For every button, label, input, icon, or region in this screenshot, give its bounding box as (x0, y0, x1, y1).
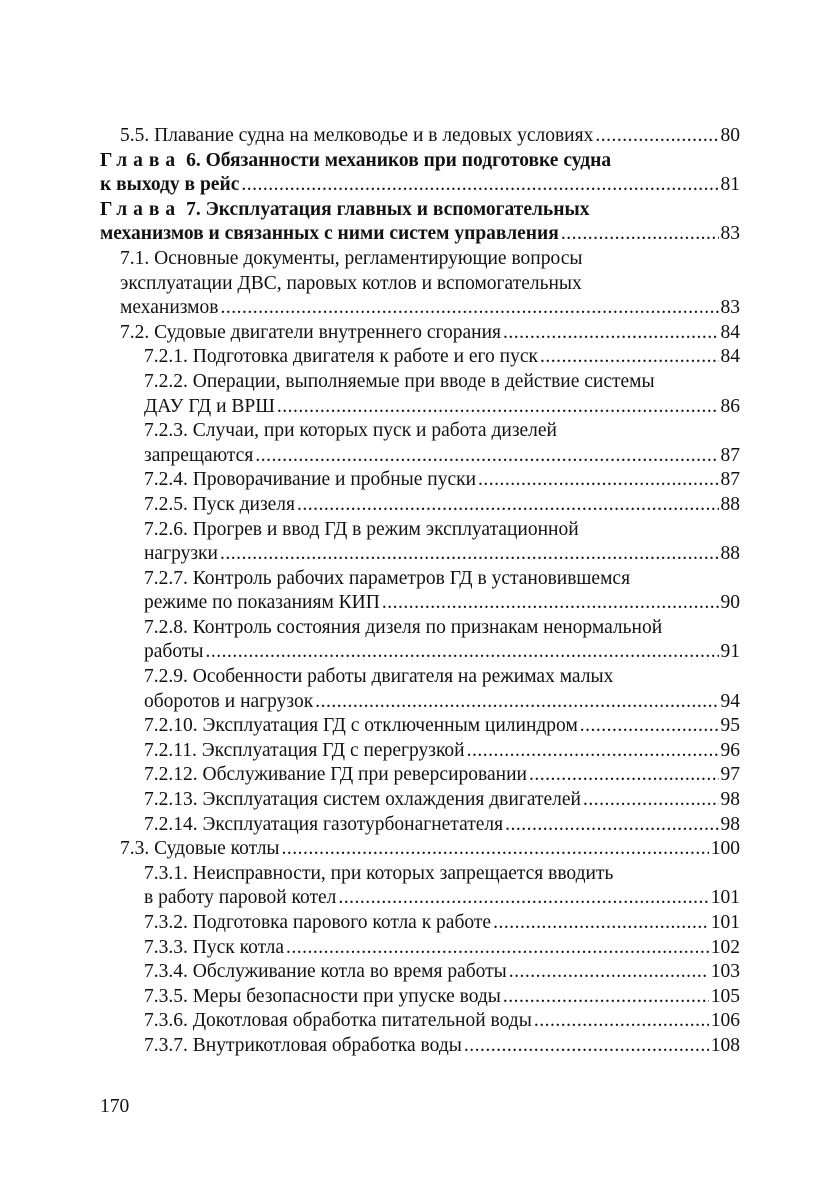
dot-leader (338, 886, 708, 911)
toc-entry-title: механизмов (120, 297, 219, 319)
toc-entry-last-line (100, 222, 740, 247)
toc-page-number: 87 (720, 444, 740, 466)
dot-leader (220, 296, 718, 321)
dot-leader (467, 739, 719, 764)
toc-entry (100, 714, 740, 739)
toc-entry-title: 7.3.3. Пуск котла (144, 936, 284, 958)
dot-leader (241, 173, 718, 198)
dot-leader (580, 714, 719, 739)
toc-entry (100, 763, 740, 788)
toc-page-number: 81 (720, 174, 740, 196)
toc-entry-title: ДАУ ГД и ВРШ (144, 395, 275, 417)
toc-entry (100, 518, 740, 567)
toc-entry-line (144, 518, 740, 543)
toc-entry-text: эксплуатации ДВС, паровых котлов и вспомогательных (120, 272, 582, 294)
dot-leader (297, 493, 718, 518)
toc-entry-title: 7.3.5. Меры безопасности при упуске воды (144, 985, 501, 1007)
dot-leader (315, 690, 718, 715)
toc-page-number: 88 (720, 493, 740, 515)
toc-entry-line (144, 862, 740, 887)
dot-leader (540, 345, 719, 370)
toc-entry (100, 321, 740, 346)
toc-entry-text: 7.2.7. Контроль рабочих параметров ГД в установившемся (144, 567, 631, 589)
dot-leader (503, 321, 719, 346)
dot-leader (509, 960, 709, 985)
toc-entry (100, 247, 740, 321)
dot-leader (220, 542, 719, 567)
toc-entry-last-line (144, 444, 740, 469)
toc-entry-text: 7.2.8. Контроль состояния дизеля по признакам ненормальной (144, 616, 663, 638)
toc-entry-line (144, 665, 740, 690)
toc-entry (100, 124, 740, 149)
toc-entry-last-line (144, 468, 740, 493)
toc-entry-last-line (144, 763, 740, 788)
dot-leader (277, 395, 719, 420)
toc-page-number: 100 (710, 838, 740, 860)
toc-entry-title: 7.3.7. Внутрикотловая обработка воды (144, 1034, 462, 1056)
toc-entry-last-line (144, 690, 740, 715)
toc-entry-last-line (144, 960, 740, 985)
chapter-prefix: Глава (100, 149, 182, 171)
toc-entry-line (144, 567, 740, 592)
toc-entry-last-line (144, 985, 740, 1010)
toc-entry-title: 7.2.12. Обслуживание ГД при реверсировании (144, 764, 527, 786)
toc-entry (100, 493, 740, 518)
toc-entry-text: 7.1. Основные документы, регламентирующие вопросы (120, 247, 583, 269)
toc-entry-last-line (100, 173, 740, 198)
toc-page-number: 98 (720, 813, 740, 835)
toc-page-number: 97 (720, 764, 740, 786)
dot-leader (561, 222, 719, 247)
toc-entry-last-line (144, 493, 740, 518)
toc-entry-title: оборотов и нагрузок (144, 690, 314, 712)
toc-entry-line (144, 616, 740, 641)
table-of-contents (100, 124, 740, 1059)
toc-entry-title: 7.3.2. Подготовка парового котла к работе (144, 912, 492, 933)
toc-entry-text: 7.2.6. Прогрев и ввод ГД в режим эксплуатационной (144, 518, 579, 540)
toc-entry-text: 7.2.9. Особенности работы двигателя на режимах малых (144, 666, 614, 688)
toc-entry-title: нагрузки (144, 543, 218, 565)
toc-entry-line (100, 198, 740, 223)
toc-entry-title: 7.2. Судовые двигатели внутреннего сгорания (120, 321, 501, 343)
toc-entry-title: работы (144, 641, 204, 663)
toc-entry-text: 7.2.2. Операции, выполняемые при вводе в действие системы (144, 370, 655, 392)
toc-entry-title: 7.2.1. Подготовка двигателя к работе и его пуск (144, 346, 538, 368)
toc-entry (100, 198, 740, 247)
toc-page-number: 106 (710, 1010, 740, 1032)
toc-page-number: 80 (720, 125, 740, 146)
toc-page-number: 105 (710, 985, 740, 1007)
toc-page-number: 83 (720, 223, 740, 245)
toc-entry-last-line (144, 739, 740, 764)
toc-entry-title: 7.2.10. Эксплуатация ГД с отключенным цилиндром (144, 715, 578, 737)
toc-entry-text: 7. Эксплуатация главных и вспомогательных (186, 198, 590, 220)
toc-entry (100, 616, 740, 665)
toc-entry (100, 468, 740, 493)
toc-entry-title: 7.2.11. Эксплуатация ГД с перегрузкой (144, 739, 465, 761)
toc-entry-title: 7.2.14. Эксплуатация газотурбонагнетателя (144, 813, 504, 835)
toc-entry (100, 837, 740, 862)
dot-leader (529, 763, 719, 788)
toc-entry-text: 7.3.1. Неисправности, при которых запрещается вводить (144, 862, 614, 884)
dot-leader (583, 788, 719, 813)
toc-page-number: 87 (720, 469, 740, 491)
toc-entry (100, 665, 740, 714)
dot-leader (255, 444, 718, 469)
toc-entry-last-line (144, 936, 740, 961)
toc-entry-line (120, 272, 740, 297)
toc-page-number: 88 (720, 543, 740, 565)
toc-entry-last-line (144, 714, 740, 739)
toc-entry (100, 936, 740, 961)
toc-entry-title: 7.2.4. Проворачивание и пробные пуски (144, 469, 477, 491)
toc-entry-title: в работу паровой котел (144, 887, 337, 909)
chapter-prefix: Глава (100, 198, 182, 220)
toc-entry (100, 862, 740, 911)
toc-page-number: 83 (720, 297, 740, 319)
dot-leader (505, 813, 718, 838)
dot-leader (493, 911, 709, 936)
toc-entry-title: к выходу в рейс (100, 174, 240, 196)
page-number: 170 (100, 1096, 130, 1117)
toc-entry (100, 345, 740, 370)
toc-page-number: 84 (720, 321, 740, 343)
toc-entry-title: 5.5. Плавание судна на мелководье и в ледовых условиях (120, 125, 594, 146)
dot-leader (595, 124, 718, 149)
toc-entry-last-line (120, 296, 740, 321)
toc-entry-title: 7.2.5. Пуск дизеля (144, 493, 296, 515)
dot-leader (286, 936, 709, 961)
toc-entry (100, 149, 740, 198)
toc-entry-line (120, 247, 740, 272)
dot-leader (282, 837, 709, 862)
toc-page-number: 108 (710, 1034, 740, 1056)
toc-page-number: 96 (720, 739, 740, 761)
toc-entry-last-line (144, 542, 740, 567)
toc-entry-last-line (120, 321, 740, 346)
dot-leader (382, 591, 719, 616)
toc-entry (100, 419, 740, 468)
toc-entry (100, 370, 740, 419)
toc-entry-text: 7.2.3. Случаи, при которых пуск и работа дизелей (144, 420, 557, 442)
toc-entry-title: 7.3. Судовые котлы (120, 838, 280, 860)
toc-entry-line (144, 419, 740, 444)
toc-entry-line (144, 370, 740, 395)
toc-entry-last-line (144, 886, 740, 911)
toc-page-number: 94 (720, 690, 740, 712)
toc-entry (100, 567, 740, 616)
toc-entry-last-line (144, 813, 740, 838)
toc-entry (100, 1009, 740, 1034)
toc-entry-last-line (144, 640, 740, 665)
toc-page-number: 91 (720, 641, 740, 663)
toc-entry-last-line (144, 591, 740, 616)
toc-page-number: 101 (710, 887, 740, 909)
toc-entry-title: запрещаются (144, 444, 254, 466)
toc-page-number: 84 (720, 346, 740, 368)
toc-page-number: 98 (720, 789, 740, 811)
toc-entry (100, 1034, 740, 1059)
toc-entry-title: режиме по показаниям КИП (144, 592, 380, 614)
toc-entry-line (100, 149, 740, 174)
dot-leader (534, 1009, 709, 1034)
toc-page-number: 86 (720, 395, 740, 417)
dot-leader (503, 985, 709, 1010)
toc-entry-title: 7.2.13. Эксплуатация систем охлаждения двигателей (144, 789, 581, 811)
toc-entry (100, 985, 740, 1010)
toc-entry-last-line (144, 345, 740, 370)
toc-entry-last-line (144, 911, 740, 936)
toc-entry (100, 960, 740, 985)
toc-entry (100, 813, 740, 838)
toc-page-number: 90 (720, 592, 740, 614)
toc-entry-title: 7.3.4. Обслуживание котла во время работы (144, 961, 507, 983)
toc-entry-title: 7.3.6. Докотловая обработка питательной воды (144, 1010, 532, 1032)
dot-leader (205, 640, 718, 665)
toc-page-number: 102 (710, 936, 740, 958)
toc-entry-last-line (144, 395, 740, 420)
dot-leader (464, 1034, 709, 1059)
toc-entry (100, 911, 740, 936)
toc-entry-last-line (144, 1034, 740, 1059)
toc-page-number: 103 (710, 961, 740, 983)
toc-page-number: 95 (720, 715, 740, 737)
toc-entry (100, 788, 740, 813)
toc-entry-last-line (120, 837, 740, 862)
toc-entry-title: механизмов и связанных с ними систем управления (100, 223, 559, 245)
toc-entry-last-line (120, 124, 740, 149)
toc-entry-last-line (144, 1009, 740, 1034)
toc-page-number: 101 (710, 912, 740, 933)
toc-entry-last-line (144, 788, 740, 813)
toc-entry-text: 6. Обязанности механиков при подготовке судна (186, 149, 612, 171)
dot-leader (478, 468, 718, 493)
toc-entry (100, 739, 740, 764)
